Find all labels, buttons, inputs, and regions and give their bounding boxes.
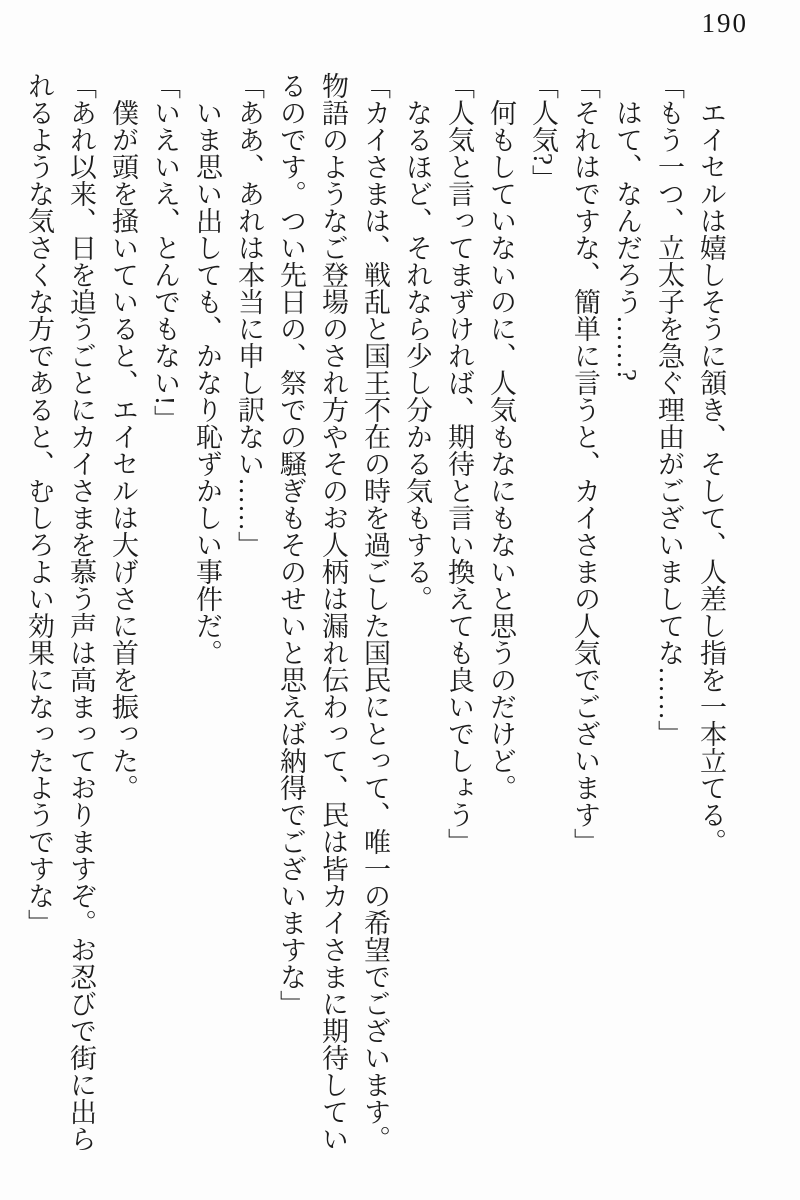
paragraph-14: 「あれ以来、日を追うごとにカイさまを慕う声は高まっておりますぞ。お忍びで街に出られるような気さくな方であると、むしろよい効果になったようですな」 <box>24 72 96 1152</box>
paragraph-4: 「それはですな、簡単に言うと、カイさまの人気でございます」 <box>570 72 600 855</box>
page-number: 190 <box>701 8 748 38</box>
paragraph-9: 「カイさまは、戦乱と国王不在の時を過ごした国民にとって、唯一の希望でございます。物語のようなご登場のされ方やそのお人柄は漏れ伝わって、民は皆カイさまに期待しているのです。つい先日の、祭での騒ぎもそのせいと思えば納得でございますな」 <box>276 72 390 1152</box>
paragraph-2: 「もう一つ、立太子を急ぐ理由がございましてな……」 <box>654 72 684 747</box>
paragraph-12: 「いえいえ、とんでもない!」 <box>150 72 180 432</box>
paragraph-11: いま思い出しても、かなり恥ずかしい事件だ。 <box>192 99 222 666</box>
paragraph-6: 何もしていないのに、人気もなにもないと思うのだけど。 <box>486 99 516 801</box>
paragraph-3: はて、なんだろう……? <box>612 99 642 381</box>
paragraph-13: 僕が頭を掻いていると、エイセルは大げさに首を振った。 <box>108 99 138 801</box>
paragraph-7: 「人気と言ってまずければ、期待と言い換えても良いでしょう」 <box>444 72 474 855</box>
paragraph-8: なるほど、それなら少し分かる気もする。 <box>402 99 432 612</box>
paragraph-5: 「人気?」 <box>528 72 558 192</box>
text-block <box>18 72 732 1162</box>
paragraph-10: 「ああ、あれは本当に申し訳ない……」 <box>234 72 264 558</box>
paragraph-1: エイセルは嬉しそうに頷き、そして、人差し指を一本立てる。 <box>696 99 726 855</box>
